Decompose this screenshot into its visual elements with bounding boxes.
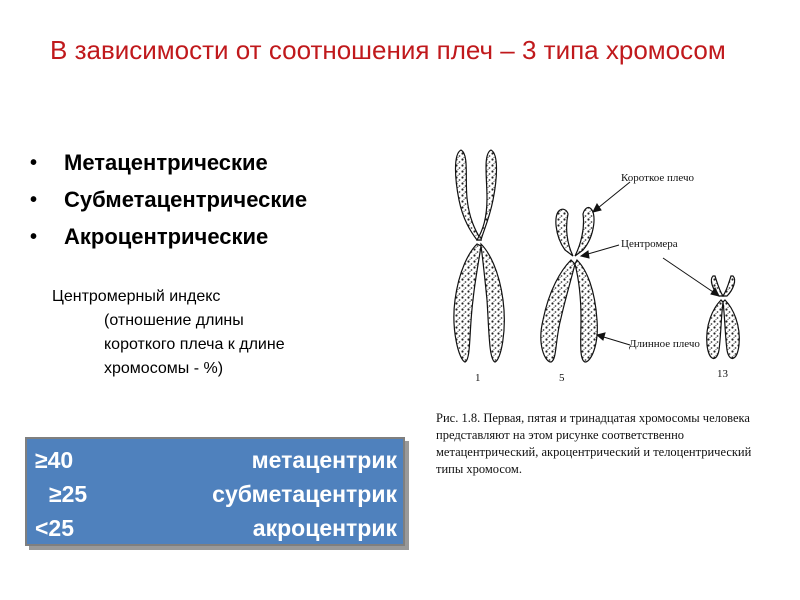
- table-cell-type: метацентрик: [251, 447, 397, 473]
- chromosome-diagram: [425, 140, 785, 390]
- list-item-label: Метацентрические: [64, 150, 268, 175]
- table-cell-value: <25: [35, 515, 75, 541]
- index-heading: Центромерный индекс: [52, 288, 221, 305]
- centromere-label: Центромера: [621, 238, 678, 250]
- list-item: [30, 148, 307, 185]
- chromosome-number: 1: [475, 372, 481, 384]
- chromosome-number: 13: [717, 368, 728, 380]
- table-row: [35, 511, 397, 545]
- label-arrows: [581, 182, 719, 345]
- chromosome-13-icon: [707, 276, 740, 358]
- chromosome-1-icon: [454, 150, 504, 362]
- index-classification-table: [25, 437, 405, 546]
- bullet-icon: •: [30, 189, 38, 211]
- list-item-label: Акроцентрические: [64, 224, 269, 249]
- chromosome-illustration: [425, 140, 785, 390]
- index-line: (отношение длины: [104, 312, 244, 329]
- chromosome-number: 5: [559, 372, 565, 384]
- short-arm-label: Короткое плечо: [621, 172, 695, 184]
- table-cell-value: ≥40: [35, 447, 74, 473]
- figure-caption: Рис. 1.8. Первая, пятая и тринадцатая хромосомы человека представляют на этом рисунке соответственно метацентрический, акроцентрический и телоцентрический типы хромосом.: [436, 411, 752, 476]
- list-item: [30, 185, 307, 222]
- index-line: короткого плеча к длине: [104, 336, 285, 353]
- table-row: [35, 443, 397, 477]
- chromosome-types-list: [30, 148, 307, 259]
- list-item-label: Субметацентрические: [64, 187, 308, 212]
- bullet-icon: •: [30, 226, 38, 248]
- slide-title: В зависимости от соотношения плеч – 3 типа хромосом: [50, 35, 726, 65]
- table-cell-type: акроцентрик: [252, 515, 397, 541]
- table-cell-value: ≥25: [49, 481, 88, 507]
- chromosome-5-icon: [541, 207, 597, 362]
- index-line: хромосомы - %): [104, 360, 224, 377]
- bullet-icon: •: [30, 152, 38, 174]
- list-item: [30, 222, 307, 259]
- centromeric-index-note: [52, 285, 285, 381]
- table-row: [35, 477, 397, 511]
- long-arm-label: Длинное плечо: [629, 338, 700, 350]
- table-cell-type: субметацентрик: [212, 481, 397, 507]
